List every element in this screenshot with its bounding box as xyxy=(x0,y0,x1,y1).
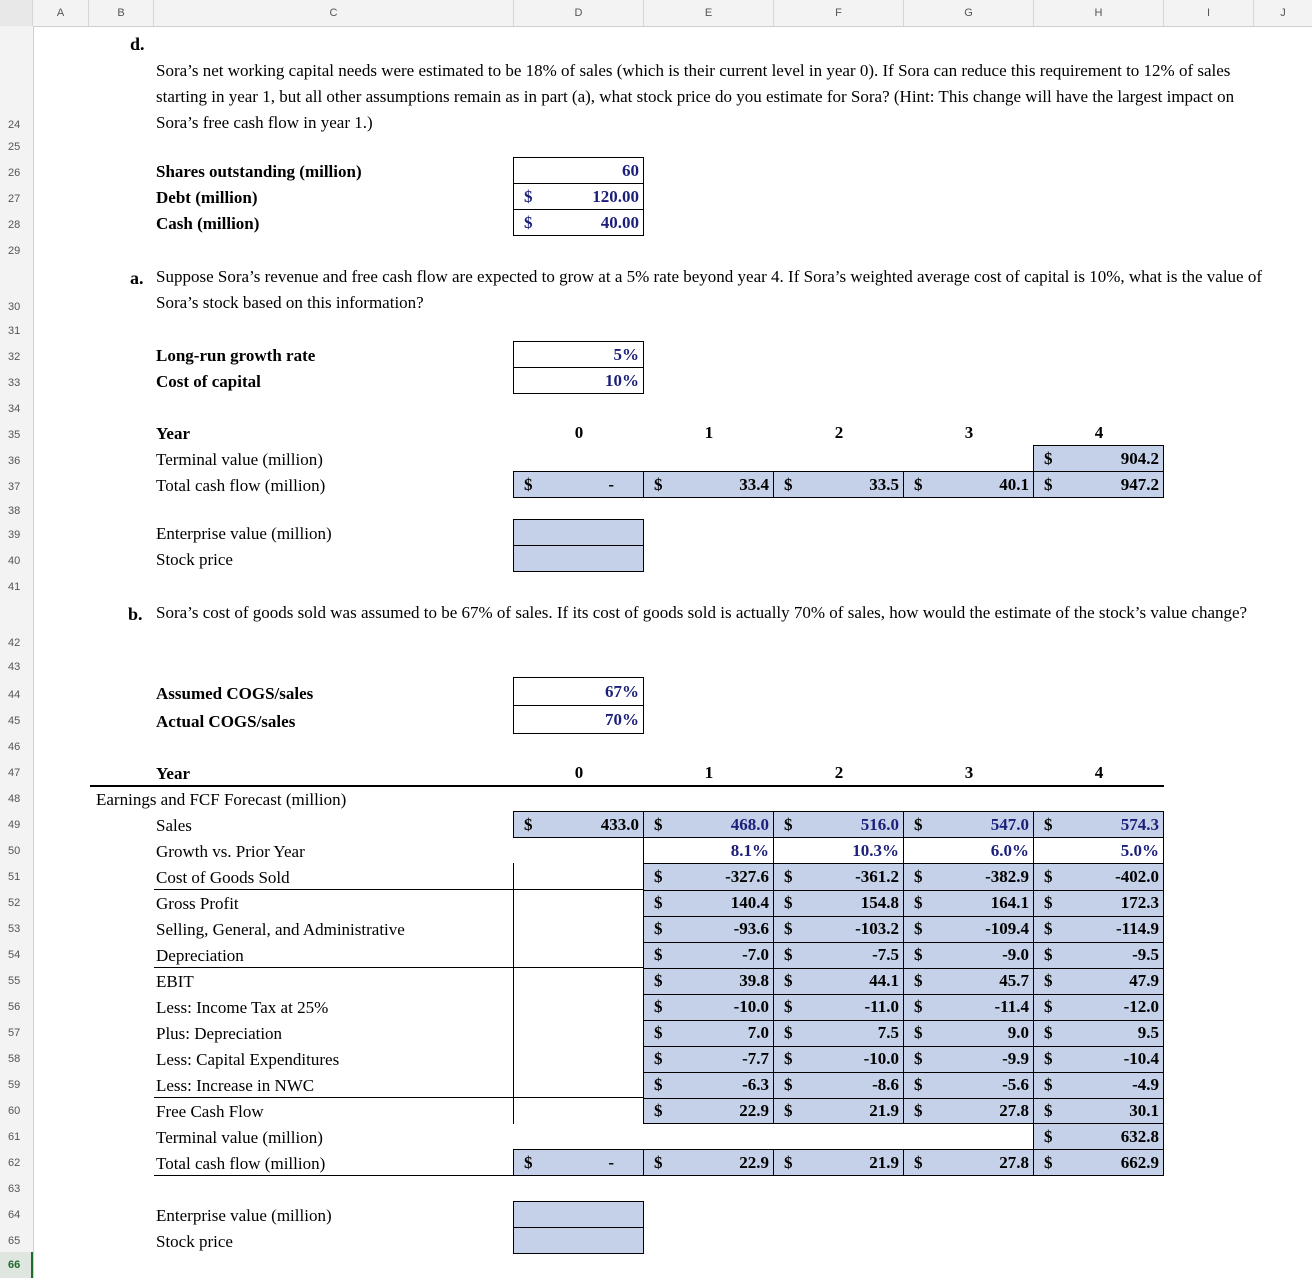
currency-sign: $ xyxy=(784,867,793,886)
column-header-c[interactable]: C xyxy=(154,0,514,26)
part-b-label: b. xyxy=(128,604,143,624)
currency-sign: $ xyxy=(1044,945,1053,964)
currency-sign: $ xyxy=(784,945,793,964)
currency-sign: $ xyxy=(914,919,923,938)
currency-sign: $ xyxy=(654,1023,663,1042)
row-header[interactable]: 63 xyxy=(8,1183,21,1195)
debt-currency: $ xyxy=(524,187,533,206)
forecast-value-cell[interactable]: -103.2 xyxy=(855,919,899,938)
year-1: 1 xyxy=(704,423,714,442)
forecast-row-label: Less: Increase in NWC xyxy=(156,1076,315,1095)
forecast-value-cell[interactable]: 30.1 xyxy=(1129,1101,1159,1120)
tcf-b-currency: $ xyxy=(914,1153,923,1172)
forecast-value-cell[interactable]: 172.3 xyxy=(1120,893,1159,912)
forecast-value-cell[interactable]: 39.8 xyxy=(739,971,769,990)
tcf-year4[interactable]: 947.2 xyxy=(1120,475,1159,494)
column-header-h[interactable]: H xyxy=(1034,0,1164,26)
forecast-value-cell[interactable]: 44.1 xyxy=(869,971,899,990)
forecast-value-cell[interactable]: -9.0 xyxy=(1002,945,1029,964)
currency-sign: $ xyxy=(784,919,793,938)
debt-value[interactable]: 120.00 xyxy=(592,187,639,206)
row-header[interactable]: 31 xyxy=(8,325,21,337)
forecast-value-cell[interactable]: -4.9 xyxy=(1132,1075,1159,1094)
forecast-row-label: Gross Profit xyxy=(156,894,239,913)
tcf-b-currency: $ xyxy=(654,1153,663,1172)
forecast-value-cell[interactable]: -10.0 xyxy=(733,997,769,1016)
column-header-f[interactable]: F xyxy=(774,0,904,26)
part-a-label: a. xyxy=(130,268,144,288)
tcf-year1[interactable]: 33.4 xyxy=(739,475,769,494)
shares-value[interactable]: 60 xyxy=(622,161,639,180)
sales-currency: $ xyxy=(524,815,533,834)
forecast-value-cell[interactable]: 47.9 xyxy=(1129,971,1159,990)
currency-sign: $ xyxy=(914,971,923,990)
sales-year3[interactable]: 547.0 xyxy=(990,815,1029,834)
currency-sign: $ xyxy=(654,1075,663,1094)
forecast-value-cell[interactable]: 7.5 xyxy=(877,1023,899,1042)
currency-sign: $ xyxy=(654,971,663,990)
tcf-b-year1[interactable]: 22.9 xyxy=(739,1153,769,1172)
year-label: Year xyxy=(156,424,190,443)
terminal-value-b-year4[interactable]: 632.8 xyxy=(1120,1127,1159,1146)
debt-label: Debt (million) xyxy=(156,188,258,207)
currency-sign: $ xyxy=(784,971,793,990)
tv-b-currency: $ xyxy=(1044,1127,1053,1146)
row-header[interactable]: 43 xyxy=(8,661,21,673)
tcf-currency: $ xyxy=(914,475,923,494)
growth-year2[interactable]: 10.3% xyxy=(852,841,899,860)
forecast-row-label: Less: Capital Expenditures xyxy=(156,1050,340,1069)
forecast-value-cell[interactable]: -7.7 xyxy=(742,1049,769,1068)
total-cash-flow-label-b: Total cash flow (million) xyxy=(156,1154,326,1173)
forecast-row-label: Depreciation xyxy=(156,946,244,965)
forecast-value-cell[interactable]: -382.9 xyxy=(985,867,1029,886)
forecast-value-cell[interactable]: -9.9 xyxy=(1002,1049,1029,1068)
row-header[interactable]: 61 xyxy=(8,1131,21,1143)
row-header[interactable]: 51 xyxy=(8,871,21,883)
forecast-row-label: Free Cash Flow xyxy=(156,1102,264,1121)
year-label: Year xyxy=(156,764,190,783)
forecast-value-cell[interactable]: -114.9 xyxy=(1116,919,1159,938)
forecast-value-cell[interactable]: 7.0 xyxy=(747,1023,769,1042)
cost-of-capital-value[interactable]: 10% xyxy=(605,371,639,390)
part-b-question: Sora’s cost of goods sold was assumed to be 67% of sales. If its cost of goods sold is actually 70% of sales, how would the estimate of the stock’s value change? xyxy=(156,603,1248,622)
year-1: 1 xyxy=(704,763,714,782)
row-header[interactable]: 54 xyxy=(8,949,21,961)
currency-sign: $ xyxy=(1044,919,1053,938)
shares-label: Shares outstanding (million) xyxy=(156,162,362,181)
currency-sign: $ xyxy=(784,1075,793,1094)
tcf-year3[interactable]: 40.1 xyxy=(999,475,1029,494)
row-header[interactable]: 38 xyxy=(8,505,21,517)
row-header[interactable]: 40 xyxy=(8,555,21,567)
currency-sign: $ xyxy=(654,997,663,1016)
currency-sign: $ xyxy=(1044,1049,1053,1068)
row-header[interactable]: 26 xyxy=(8,167,21,179)
stock-price-cell-b[interactable] xyxy=(514,1228,644,1254)
row-header[interactable]: 33 xyxy=(8,377,21,389)
year-3: 3 xyxy=(964,423,974,442)
column-header-i[interactable]: I xyxy=(1164,0,1254,26)
row-header[interactable]: 42 xyxy=(8,637,21,649)
row-header[interactable]: 30 xyxy=(8,301,21,313)
currency-sign: $ xyxy=(784,893,793,912)
sales-currency: $ xyxy=(1044,815,1053,834)
forecast-title: Earnings and FCF Forecast (million) xyxy=(96,790,347,809)
part-a-question: Suppose Sora’s revenue and free cash flow are expected to grow at a 5% rate beyond year 4. If Sora’s weighted average cost of capital is 10%, what is the value of Sora’s stock based on this information? xyxy=(156,267,1263,312)
tcf-currency: $ xyxy=(1044,475,1053,494)
year-0: 0 xyxy=(574,423,584,442)
forecast-row-label: Plus: Depreciation xyxy=(156,1024,283,1043)
row-header-active[interactable]: 66 xyxy=(0,1252,33,1278)
row-header[interactable]: 65 xyxy=(8,1235,21,1247)
row-header[interactable]: 52 xyxy=(8,897,21,909)
tv-currency: $ xyxy=(1044,449,1053,468)
currency-sign: $ xyxy=(1044,1023,1053,1042)
row-header[interactable]: 46 xyxy=(8,741,21,753)
forecast-value-cell[interactable]: 9.0 xyxy=(1007,1023,1029,1042)
row-header[interactable]: 36 xyxy=(8,455,21,467)
forecast-value-cell[interactable]: 21.9 xyxy=(869,1101,899,1120)
row-header[interactable]: 50 xyxy=(8,845,21,857)
row-header[interactable]: 34 xyxy=(8,403,21,415)
forecast-value-cell[interactable]: 140.4 xyxy=(730,893,769,912)
sales-label: Sales xyxy=(156,816,192,835)
currency-sign: $ xyxy=(654,945,663,964)
row-header[interactable]: 62 xyxy=(8,1157,21,1169)
tcf-b-currency: $ xyxy=(784,1153,793,1172)
tcf-currency: $ xyxy=(524,475,533,494)
forecast-value-cell[interactable]: -7.5 xyxy=(872,945,899,964)
growth-year3[interactable]: 6.0% xyxy=(990,841,1029,860)
forecast-value-cell[interactable]: -10.0 xyxy=(863,1049,899,1068)
forecast-value-cell[interactable]: -93.6 xyxy=(733,919,769,938)
sales-currency: $ xyxy=(914,815,923,834)
stock-price-cell[interactable] xyxy=(514,546,644,572)
currency-sign: $ xyxy=(1044,997,1053,1016)
currency-sign: $ xyxy=(1044,1075,1053,1094)
year-0: 0 xyxy=(574,763,584,782)
currency-sign: $ xyxy=(654,893,663,912)
row-header[interactable]: 64 xyxy=(8,1209,21,1221)
forecast-row-label: EBIT xyxy=(156,972,194,991)
forecast-value-cell[interactable]: -109.4 xyxy=(985,919,1029,938)
year-4: 4 xyxy=(1094,423,1104,442)
year-2: 2 xyxy=(834,763,844,782)
row-header[interactable]: 44 xyxy=(8,689,21,701)
currency-sign: $ xyxy=(1044,893,1053,912)
sales-year2[interactable]: 516.0 xyxy=(860,815,899,834)
forecast-value-cell[interactable]: -327.6 xyxy=(725,867,769,886)
row-header[interactable]: 39 xyxy=(8,529,21,541)
cost-of-capital-label: Cost of capital xyxy=(156,372,261,391)
currency-sign: $ xyxy=(914,867,923,886)
actual-cogs-value[interactable]: 70% xyxy=(605,710,639,729)
forecast-value-cell[interactable]: -7.0 xyxy=(742,945,769,964)
currency-sign: $ xyxy=(914,1049,923,1068)
forecast-row-label: Less: Income Tax at 25% xyxy=(156,998,329,1017)
sales-currency: $ xyxy=(654,815,663,834)
tcf-b-year2[interactable]: 21.9 xyxy=(869,1153,899,1172)
tcf-b-currency: $ xyxy=(1044,1153,1053,1172)
forecast-value-cell[interactable]: 22.9 xyxy=(739,1101,769,1120)
row-header[interactable]: 56 xyxy=(8,1001,21,1013)
growth-year1[interactable]: 8.1% xyxy=(730,841,769,860)
row-header[interactable]: 29 xyxy=(8,245,21,257)
enterprise-value-cell[interactable] xyxy=(514,520,644,546)
forecast-value-cell[interactable]: 154.8 xyxy=(860,893,899,912)
row-header[interactable]: 48 xyxy=(8,793,21,805)
tcf-currency: $ xyxy=(654,475,663,494)
growth-rate-value[interactable]: 5% xyxy=(613,345,639,364)
currency-sign: $ xyxy=(1044,1101,1053,1120)
row-header[interactable]: 24 xyxy=(8,119,21,131)
column-header-d[interactable]: D xyxy=(514,0,644,26)
row-header[interactable]: 35 xyxy=(8,429,21,441)
sales-currency: $ xyxy=(784,815,793,834)
row-header[interactable]: 47 xyxy=(8,767,21,779)
row-header[interactable]: 27 xyxy=(8,193,21,205)
enterprise-value-cell-b[interactable] xyxy=(514,1202,644,1228)
currency-sign: $ xyxy=(654,919,663,938)
select-all-corner[interactable] xyxy=(0,0,33,26)
forecast-value-cell[interactable]: -8.6 xyxy=(872,1075,899,1094)
currency-sign: $ xyxy=(914,893,923,912)
currency-sign: $ xyxy=(914,997,923,1016)
column-header-bar xyxy=(0,0,1312,27)
part-d-label: d. xyxy=(130,34,145,54)
assumed-cogs-value[interactable]: 67% xyxy=(605,682,639,701)
terminal-value-label: Terminal value (million) xyxy=(156,450,323,469)
currency-sign: $ xyxy=(1044,971,1053,990)
year-3: 3 xyxy=(964,763,974,782)
forecast-value-cell[interactable]: -361.2 xyxy=(855,867,899,886)
cash-currency: $ xyxy=(524,213,533,232)
forecast-value-cell[interactable]: -12.0 xyxy=(1123,997,1159,1016)
column-header-a[interactable]: A xyxy=(33,0,89,26)
year-4: 4 xyxy=(1094,763,1104,782)
currency-sign: $ xyxy=(1044,867,1053,886)
tcf-b-currency: $ xyxy=(524,1153,533,1172)
enterprise-value-label: Enterprise value (million) xyxy=(156,524,332,543)
tcf-year0[interactable]: - xyxy=(608,475,614,494)
forecast-value-cell[interactable]: 164.1 xyxy=(990,893,1029,912)
row-header[interactable]: 32 xyxy=(8,351,21,363)
actual-cogs-label: Actual COGS/sales xyxy=(156,712,296,731)
sales-year4[interactable]: 574.3 xyxy=(1120,815,1159,834)
currency-sign: $ xyxy=(654,867,663,886)
stock-price-label-b: Stock price xyxy=(156,1232,233,1251)
row-header[interactable]: 41 xyxy=(8,581,21,593)
forecast-value-cell[interactable]: -402.0 xyxy=(1115,867,1159,886)
part-d-question: Sora’s net working capital needs were estimated to be 18% of sales (which is their current level in year 0). If Sora can reduce this requirement to 12% of sales starting in year 1, but all other assumptions remain as in part (a), what stock price do you estimate for Sora? (Hint: This change will have the largest impact on Sora’s free cash flow in year 1.) xyxy=(156,61,1235,132)
terminal-value-label-b: Terminal value (million) xyxy=(156,1128,323,1147)
terminal-value-year4[interactable]: 904.2 xyxy=(1120,449,1159,468)
currency-sign: $ xyxy=(784,1023,793,1042)
tcf-b-year3[interactable]: 27.8 xyxy=(999,1153,1029,1172)
column-header-g[interactable]: G xyxy=(904,0,1034,26)
enterprise-value-label-b: Enterprise value (million) xyxy=(156,1206,332,1225)
row-header[interactable]: 59 xyxy=(8,1079,21,1091)
year-2: 2 xyxy=(834,423,844,442)
forecast-value-cell[interactable]: 27.8 xyxy=(999,1101,1029,1120)
growth-rate-label: Long-run growth rate xyxy=(156,346,316,365)
row-header[interactable]: 57 xyxy=(8,1027,21,1039)
row-header[interactable]: 25 xyxy=(8,141,21,153)
stock-price-label: Stock price xyxy=(156,550,233,569)
column-header-e[interactable]: E xyxy=(644,0,774,26)
currency-sign: $ xyxy=(914,1075,923,1094)
currency-sign: $ xyxy=(914,945,923,964)
cash-label: Cash (million) xyxy=(156,214,260,233)
assumed-cogs-label: Assumed COGS/sales xyxy=(156,684,314,703)
currency-sign: $ xyxy=(654,1101,663,1120)
currency-sign: $ xyxy=(784,997,793,1016)
row-header[interactable]: 53 xyxy=(8,923,21,935)
forecast-row-label: Selling, General, and Administrative xyxy=(156,920,405,939)
forecast-value-cell[interactable]: 45.7 xyxy=(999,971,1029,990)
row-header-bar xyxy=(0,26,34,1278)
row-header[interactable]: 45 xyxy=(8,715,21,727)
forecast-value-cell[interactable]: -9.5 xyxy=(1132,945,1159,964)
growth-label: Growth vs. Prior Year xyxy=(156,842,305,861)
currency-sign: $ xyxy=(914,1023,923,1042)
forecast-value-cell[interactable]: -11.4 xyxy=(994,997,1029,1016)
currency-sign: $ xyxy=(914,1101,923,1120)
tcf-b-year4[interactable]: 662.9 xyxy=(1120,1153,1159,1172)
forecast-value-cell[interactable]: -6.3 xyxy=(742,1075,769,1094)
currency-sign: $ xyxy=(654,1049,663,1068)
row-header[interactable]: 49 xyxy=(8,819,21,831)
cash-value[interactable]: 40.00 xyxy=(600,213,639,232)
tcf-b-year0[interactable]: - xyxy=(608,1153,614,1172)
forecast-value-cell[interactable]: 9.5 xyxy=(1137,1023,1159,1042)
forecast-value-cell[interactable]: -10.4 xyxy=(1123,1049,1159,1068)
tcf-currency: $ xyxy=(784,475,793,494)
row-header[interactable]: 28 xyxy=(8,219,21,231)
sales-year1[interactable]: 468.0 xyxy=(730,815,769,834)
total-cash-flow-label: Total cash flow (million) xyxy=(156,476,326,495)
column-header-j[interactable]: J xyxy=(1280,7,1286,19)
growth-year4[interactable]: 5.0% xyxy=(1120,841,1159,860)
forecast-value-cell[interactable]: -11.0 xyxy=(864,997,899,1016)
currency-sign: $ xyxy=(784,1101,793,1120)
tcf-year2[interactable]: 33.5 xyxy=(869,475,899,494)
currency-sign: $ xyxy=(784,1049,793,1068)
sales-year0[interactable]: 433.0 xyxy=(600,815,639,834)
forecast-row-label: Cost of Goods Sold xyxy=(156,868,290,887)
row-header[interactable]: 37 xyxy=(8,481,21,493)
row-header[interactable]: 55 xyxy=(8,975,21,987)
row-header[interactable]: 58 xyxy=(8,1053,21,1065)
forecast-value-cell[interactable]: -5.6 xyxy=(1002,1075,1029,1094)
column-header-b[interactable]: B xyxy=(89,0,154,26)
row-header[interactable]: 60 xyxy=(8,1105,21,1117)
